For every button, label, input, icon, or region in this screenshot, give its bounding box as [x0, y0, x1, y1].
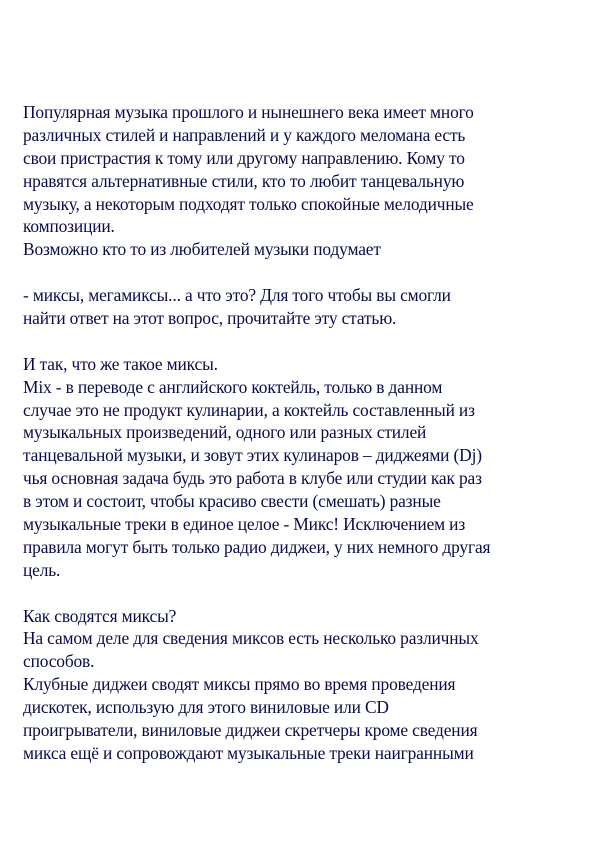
- text-line: цель.: [23, 559, 61, 580]
- section-heading: И так, что же такое миксы.: [23, 353, 218, 374]
- text-line: танцевальной музыки, и зовут этих кулинаров – диджеями (Dj): [23, 445, 482, 466]
- text-line: дискотек, использую для этого виниловые или CD: [23, 697, 389, 718]
- text-line: музыкальные треки в единое целое - Микс! Исключением из: [23, 514, 466, 535]
- text-line: музыку, а некоторым подходят только спокойные мелодичные: [23, 193, 474, 214]
- text-line: композиции.: [23, 216, 115, 237]
- paragraph-gap: [23, 330, 593, 353]
- text-line: свои пристрастия к тому или другому направлению. Кому то: [23, 147, 465, 168]
- text-line: Возможно кто то из любителей музыки подумает: [23, 239, 381, 260]
- section-heading: Как сводятся миксы?: [23, 605, 177, 626]
- text-line: различных стилей и направлений и у каждого меломана есть: [23, 124, 466, 145]
- text-line: проигрыватели, виниловые диджеи скретчеры кроме сведения: [23, 720, 478, 741]
- text-line: правила могут быть только радио диджеи, у них немного другая: [23, 536, 491, 557]
- text-line: микса ещё и сопровождают музыкальные треки наигранными: [23, 742, 474, 763]
- text-line: случае это не продукт кулинарии, а коктейль составленный из: [23, 399, 475, 420]
- text-line: чья основная задача будь это работа в клубе или студии как раз: [23, 468, 482, 489]
- text-line: в этом и состоит, чтобы красиво свести (смешать) разные: [23, 491, 441, 512]
- text-line: найти ответ на этот вопрос, прочитайте эту статью.: [23, 308, 397, 329]
- article-text: [23, 101, 593, 765]
- text-line: - миксы, мегамиксы... а что это? Для того чтобы вы смогли: [23, 285, 451, 306]
- text-line: нравятся альтернативные стили, кто то любит танцевальную: [23, 170, 465, 191]
- text-line: Mix - в переводе с английского коктейль, только в данном: [23, 376, 443, 397]
- text-line: Клубные диджеи сводят миксы прямо во время проведения: [23, 674, 456, 695]
- text-line: На самом деле для сведения миксов есть несколько различных: [23, 628, 479, 649]
- paragraph-gap: [23, 582, 593, 605]
- text-line: способов.: [23, 651, 95, 672]
- paragraph-gap: [23, 261, 593, 284]
- text-line: музыкальных произведений, одного или разных стилей: [23, 422, 427, 443]
- text-line: Популярная музыка прошлого и нынешнего века имеет много: [23, 102, 474, 122]
